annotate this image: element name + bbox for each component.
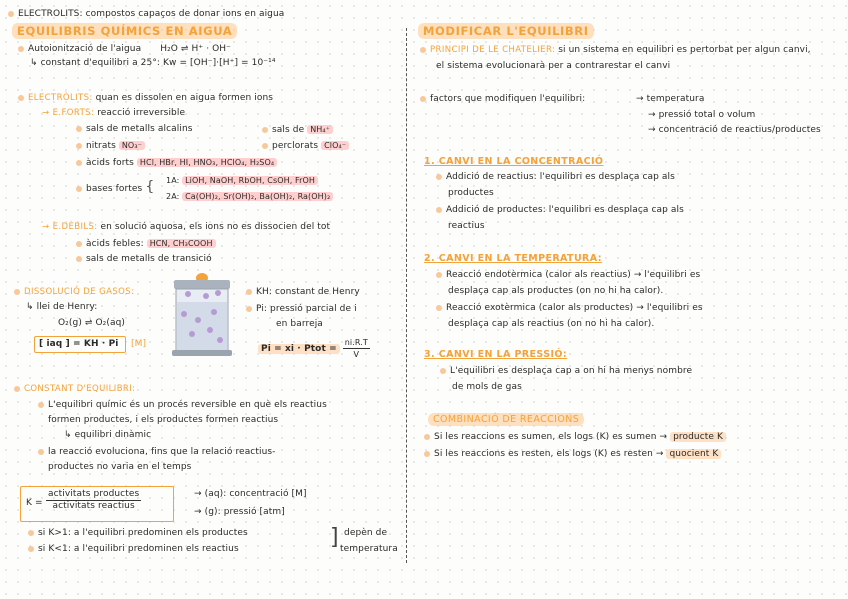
chatelier-line-2: el sistema evolucionarà per a contrarestar el canvi xyxy=(436,61,671,71)
left-title: EQUILIBRIS QUÍMICS EN AIGUA xyxy=(12,26,237,37)
bullet-icon xyxy=(440,368,446,374)
weak-acids: àcids febles: HCN, CH₃COOH xyxy=(76,238,216,250)
bullet-icon xyxy=(262,127,268,133)
temperature-b1: Reacció exotèrmica (calor als productes) → l'equilibri es xyxy=(436,303,703,314)
strong-acids: àcids forts HCl, HBr, HI, HNO₃, HClO₄, H₂SO₄ xyxy=(76,157,277,169)
pressure-a1: L'equilibri es desplaça cap a on hi ha menys nombre xyxy=(440,366,692,377)
concentration-b1: Addició de productes: l'equilibri es desplaça cap als xyxy=(436,205,684,216)
electrolytes-line: ELECTRÒLITS: quan es dissolen en aigua formen ions xyxy=(18,93,273,104)
bullet-icon xyxy=(76,256,82,262)
bullet-icon xyxy=(420,96,426,102)
bullet-icon xyxy=(18,46,24,52)
constant-def-5: productes no varia en el temps xyxy=(48,462,192,472)
henry-unit: [M] xyxy=(131,339,147,349)
bullet-icon xyxy=(8,11,14,17)
factor-2: → pressió total o volum xyxy=(648,110,756,120)
g-note: → (g): pressió [atm] xyxy=(194,507,285,517)
depends-2: temperatura xyxy=(340,544,398,554)
k-greater: si K>1: a l'equilibri predominen els productes xyxy=(28,528,248,539)
combination-sum: Si les reaccions es sumen, els logs (K) es sumen → producte K xyxy=(424,432,726,443)
bullet-icon xyxy=(76,143,82,149)
temperature-b2: desplaça cap als reactius (on no hi ha calor). xyxy=(448,319,655,329)
factors-line: factors que modifiquen l'equilibri: xyxy=(420,94,585,105)
perclorats: perclorats ClO₄⁻ xyxy=(262,140,349,152)
right-title: MODIFICAR L'EQUILIBRI xyxy=(418,26,594,37)
autoionization-line: Autoionització de l'aigua H₂O ⇌ H⁺ · OH⁻ xyxy=(18,44,231,55)
bullet-icon xyxy=(246,289,252,295)
kw-constant: ↳ constant d'equilibri a 25°: Kw = [OH⁻]·[H⁺] = 10⁻¹⁴ xyxy=(30,58,276,68)
pressure-a2: de mols de gas xyxy=(452,382,522,392)
henry-law: ↳ llei de Henry: xyxy=(26,302,98,312)
beaker-illustration xyxy=(166,272,238,358)
bullet-icon xyxy=(262,143,268,149)
k-less: si K<1: a l'equilibri predominen els reactius xyxy=(28,544,239,555)
bullet-icon xyxy=(246,306,252,312)
bullet-icon xyxy=(38,402,44,408)
header-text: ELECTROLITS: compostos capaços de donar ions en aigua xyxy=(18,9,285,19)
kh-definition: KH: constant de Henry xyxy=(246,287,360,298)
nitrats: nitrats NO₃⁻ xyxy=(76,140,145,152)
concentration-title: 1. CANVI EN LA CONCENTRACIÓ xyxy=(424,156,604,167)
salts-nh4: sals de NH₄⁺ xyxy=(262,124,333,136)
header-line xyxy=(8,9,284,20)
bullet-icon xyxy=(436,305,442,311)
k-label: K = xyxy=(26,498,43,508)
k-fraction: $\frac{\text{activitats productes}}{\text{activitats reactius}}$ xyxy=(48,489,140,511)
pi-definition: Pi: pressió parcial de i xyxy=(246,304,357,315)
temperature-title: 2. CANVI EN LA TEMPERATURA: xyxy=(424,253,602,264)
pi-formula: Pi = xi · Ptot = $\frac{ni.R.T}{V}$ xyxy=(258,337,370,360)
bullet-icon xyxy=(28,546,34,552)
constant-def-1: L'equilibri químic és un procés reversible en què els reactius xyxy=(38,400,327,411)
bullet-icon xyxy=(76,241,82,247)
concentration-a2: productes xyxy=(448,188,494,198)
temperature-a2: desplaça cap als productes (on no hi ha calor). xyxy=(448,286,664,296)
bullet-icon xyxy=(436,207,442,213)
combination-title: COMBINACIÓ DE REACCIONS xyxy=(428,414,584,425)
bullet-icon xyxy=(76,160,82,166)
depends-1: depèn de xyxy=(344,528,388,538)
factor-3: → concentració de reactius/productes xyxy=(648,125,821,135)
strong-bases-label: bases fortes { xyxy=(76,182,154,195)
bases-2a: 2A: Ca(OH)₂, Sr(OH)₂, Ba(OH)₂, Ra(OH)₂ xyxy=(166,191,333,202)
strong-electrolytes: → E.FORTS: reacció irreversible xyxy=(42,108,186,118)
bullet-icon xyxy=(38,449,44,455)
weak-electrolytes: → E.DÈBILS: en solució aquosa, els ions no es dissocien del tot xyxy=(42,222,331,232)
gas-reaction: O₂(g) ⇌ O₂(aq) xyxy=(58,318,126,328)
bullet-icon xyxy=(14,386,20,392)
bullet-icon xyxy=(424,434,430,440)
constant-def-3: ↳ equilibri dinàmic xyxy=(64,430,152,440)
bullet-icon xyxy=(424,451,430,457)
bracket-icon: ] xyxy=(330,525,339,550)
bullet-icon xyxy=(18,95,24,101)
bullet-icon xyxy=(14,289,20,295)
constant-def-2: formen productes, i els productes formen reactius xyxy=(48,415,279,425)
bullet-icon xyxy=(436,272,442,278)
gases-label: DISSOLUCIÓ DE GASOS: xyxy=(14,287,134,298)
factor-1: → temperatura xyxy=(636,94,705,104)
salts-alkaline: sals de metalls alcalins xyxy=(76,124,193,135)
weak-salts: sals de metalls de transició xyxy=(76,254,212,265)
combination-sub: Si les reaccions es resten, els logs (K) es resten → quocient K xyxy=(424,449,721,460)
concentration-b2: reactius xyxy=(448,221,485,231)
bullet-icon xyxy=(76,186,82,192)
aq-note: → (aq): concentració [M] xyxy=(194,489,307,499)
pi-definition-2: en barreja xyxy=(276,319,323,329)
concentration-a1: Addició de reactius: l'equilibri es desplaça cap als xyxy=(436,172,675,183)
constant-label: CONSTANT D'EQUILIBRI: xyxy=(14,384,135,395)
column-divider xyxy=(406,28,407,563)
bullet-icon xyxy=(436,174,442,180)
chatelier-line: PRINCIPI DE LE CHATELIER: si un sistema en equilibri es pertorbat per algun canvi, xyxy=(420,45,811,56)
bullet-icon xyxy=(28,530,34,536)
henry-formula: [ iaq ] = KH · Pi xyxy=(39,339,119,349)
constant-def-4: la reacció evoluciona, fins que la relació reactius- xyxy=(38,447,276,458)
bullet-icon xyxy=(420,47,426,53)
pressure-title: 3. CANVI EN LA PRESSIÓ: xyxy=(424,349,568,360)
bullet-icon xyxy=(76,126,82,132)
temperature-a1: Reacció endotèrmica (calor als reactius) → l'equilibri es xyxy=(436,270,700,281)
bases-1a: 1A: LiOH, NaOH, RbOH, CsOH, FrOH xyxy=(166,175,318,186)
